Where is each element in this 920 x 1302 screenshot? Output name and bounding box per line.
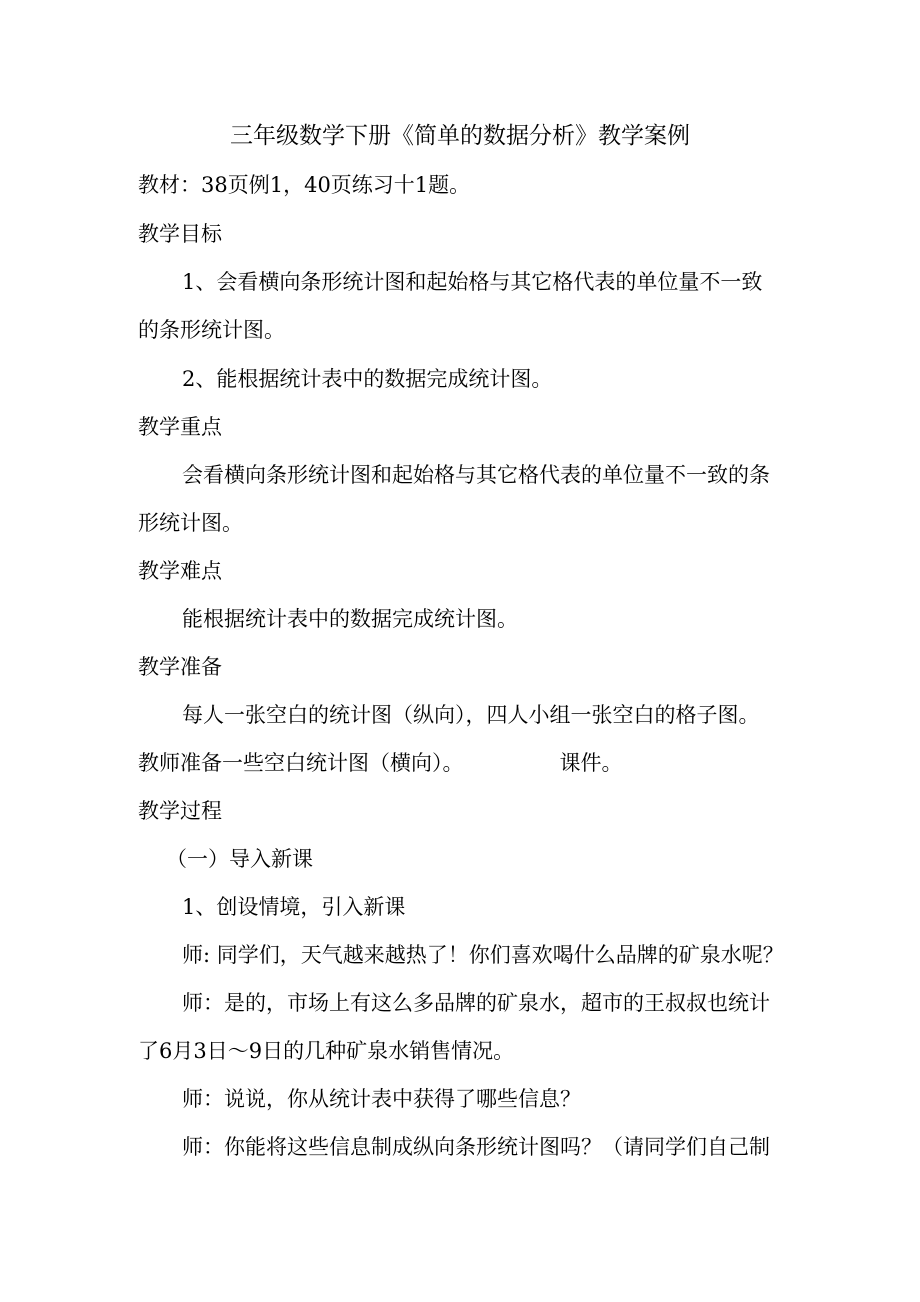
goal-2: 2、能根据统计表中的数据完成统计图。 xyxy=(182,367,553,391)
process-part-1: （一）导入新课 xyxy=(166,847,313,871)
teacher-line-3: 师：说说，你从统计表中获得了哪些信息？ xyxy=(182,1087,581,1111)
key-heading: 教学重点 xyxy=(138,415,222,439)
difficulty-text: 能根据统计表中的数据完成统计图。 xyxy=(182,607,518,631)
prep-line-1: 每人一张空白的统计图（纵向），四人小组一张空白的格子图。 xyxy=(182,703,760,727)
prep-heading: 教学准备 xyxy=(138,655,222,679)
prep-line-2 xyxy=(138,750,623,776)
prep-line-2-part-a: 教师准备一些空白统计图（横向）。 xyxy=(138,751,464,775)
process-step-1: 1、创设情境，引入新课 xyxy=(182,895,406,919)
document-title: 三年级数学下册《简单的数据分析》教学案例 xyxy=(230,123,690,149)
teacher-line-4: 师：你能将这些信息制成纵向条形统计图吗？（请同学们自己制 xyxy=(182,1135,770,1159)
material-line: 教材：38页例1，40页练习十1题。 xyxy=(138,173,471,197)
goal-1-line-2: 的条形统计图。 xyxy=(138,318,285,342)
key-line-2: 形统计图。 xyxy=(138,511,243,535)
process-heading: 教学过程 xyxy=(138,799,222,823)
difficulty-heading: 教学难点 xyxy=(138,559,222,583)
key-line-1: 会看横向条形统计图和起始格与其它格代表的单位量不一致的条 xyxy=(182,463,770,487)
prep-line-2-part-b: 课件。 xyxy=(559,751,623,775)
teacher-line-2a: 师：是的，市场上有这么多品牌的矿泉水，超市的王叔叔也统计 xyxy=(182,991,770,1015)
teacher-line-2b: 了6月3日～9日的几种矿泉水销售情况。 xyxy=(138,1039,515,1063)
goal-1-line-1: 1、会看横向条形统计图和起始格与其它格代表的单位量不一致 xyxy=(182,270,763,294)
teacher-line-1: 师: 同学们，天气越来越热了！你们喜欢喝什么品牌的矿泉水呢？ xyxy=(182,943,784,967)
goals-heading: 教学目标 xyxy=(138,222,222,246)
